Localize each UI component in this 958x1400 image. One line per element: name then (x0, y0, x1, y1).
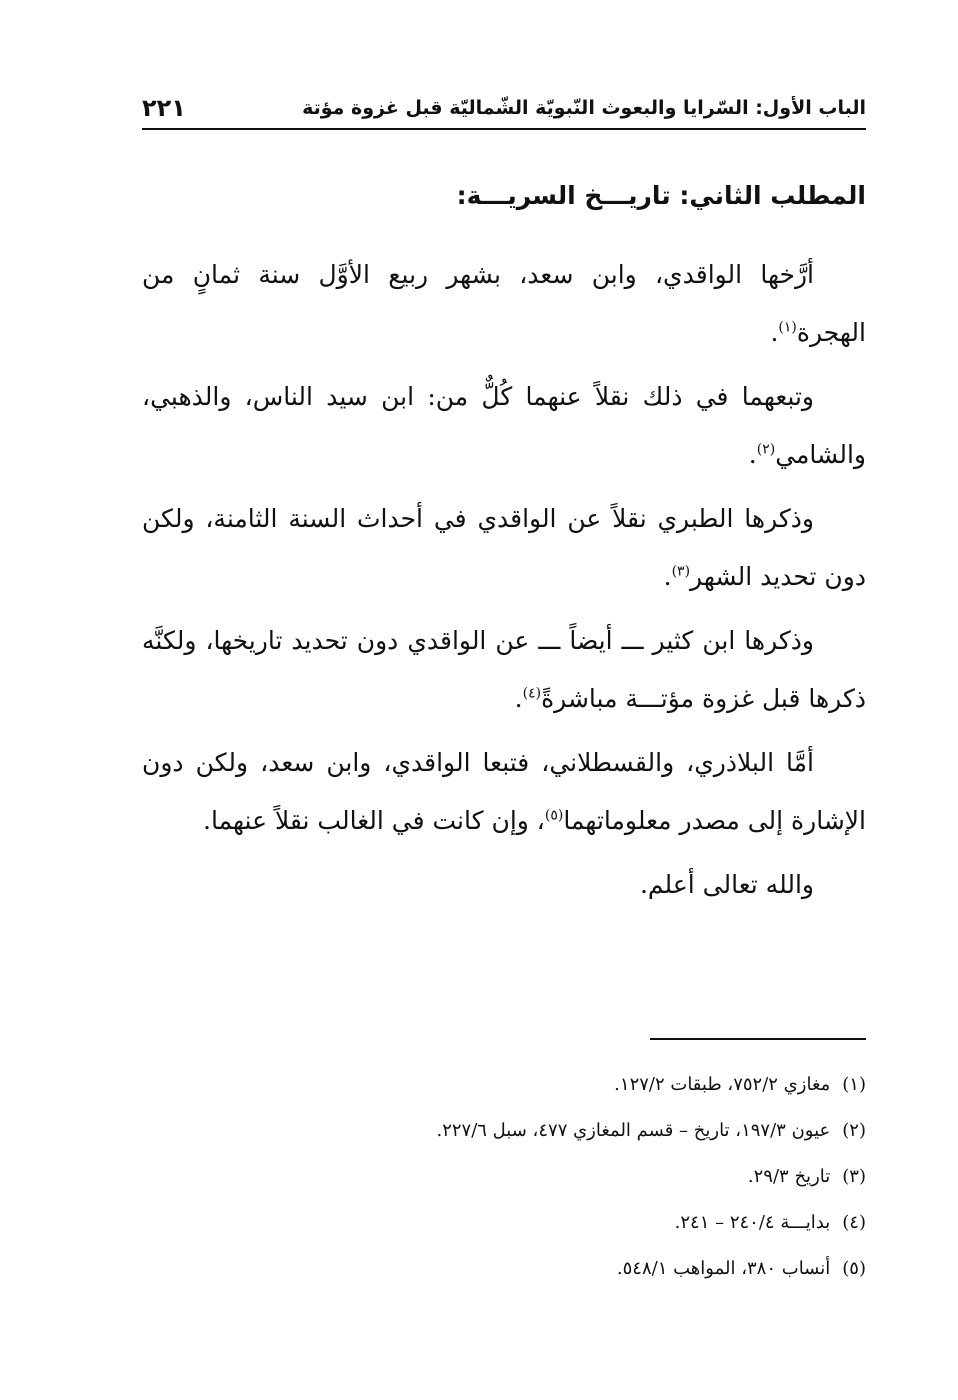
footnote-number: (٥) (842, 1258, 866, 1279)
footnote-text: أنساب ٣٨٠، المواهب ٥٤٨/١. (616, 1258, 831, 1279)
footnote-text: بدايـــة ٢٤٠/٤ – ٢٤١. (674, 1212, 831, 1233)
paragraph-4: وذكرها ابن كثير ـــ أيضاً ـــ عن الواقدي دون تحديد تاريخها، ولكنَّه ذكرها قبل غزوة مؤتـــة مباشرةً$^{(٤)}$. (142, 626, 866, 713)
closing-line: والله تعالى أعلم. (639, 870, 814, 899)
footnote-item (142, 1200, 866, 1246)
footnote-ref: (١) (778, 319, 797, 336)
footnote-number: (١) (842, 1074, 866, 1095)
paragraph-5: أمَّا البلاذري، والقسطلاني، فتبعا الواقدي، وابن سعد، ولكن دون الإشارة إلى مصدر معلوماتهما$^{(٥)}$، وإن كانت في الغالب نقلاً عنهما. (142, 748, 866, 835)
paragraph-2: وتبعهما في ذلك نقلاً عنهما كُلٌّ من: ابن سيد الناس، والذهبي، والشامي$^{(٢)}$. (142, 382, 866, 469)
page-header (142, 88, 866, 130)
paragraph-3: وذكرها الطبري نقلاً عن الواقدي في أحداث السنة الثامنة، ولكن دون تحديد الشهر$^{(٣)}$. (142, 504, 866, 591)
footnote-item (142, 1062, 866, 1108)
running-title: الباب الأول: السّرايا والبعوث النّبويّة الشّماليّة قبل غزوة مؤتة (302, 97, 866, 119)
footnote-divider (650, 1038, 866, 1040)
page-number: ٢٢١ (142, 94, 186, 122)
footnote-item (142, 1108, 866, 1154)
footnote-ref: (٥) (544, 807, 564, 824)
main-text (142, 168, 866, 920)
footnote-text: مغازي ٧٥٢/٢، طبقات ١٢٧/٢. (614, 1074, 831, 1095)
footnote-number: (٣) (842, 1166, 866, 1187)
footnote-item (142, 1154, 866, 1200)
footnote-ref: (٤) (522, 685, 542, 702)
footnotes (142, 1062, 866, 1292)
footnote-ref: (٣) (671, 563, 691, 580)
footnote-text: تاريخ ٢٩/٣. (747, 1166, 831, 1187)
section-heading: المطلب الثاني: تاريـــخ السريـــة: (456, 181, 866, 210)
footnote-item (142, 1246, 866, 1292)
footnote-number: (٢) (842, 1120, 866, 1141)
footnote-text: عيون ١٩٧/٣، تاريخ – قسم المغازي ٤٧٧، سبل ٢٢٧/٦. (436, 1120, 831, 1141)
footnote-ref: (٢) (756, 441, 776, 458)
paragraph-1: أرَّخها الواقدي، وابن سعد، بشهر ربيع الأوَّل سنة ثمانٍ من الهجرة$^{(١)}$. (142, 260, 866, 347)
footnote-number: (٤) (842, 1212, 866, 1233)
